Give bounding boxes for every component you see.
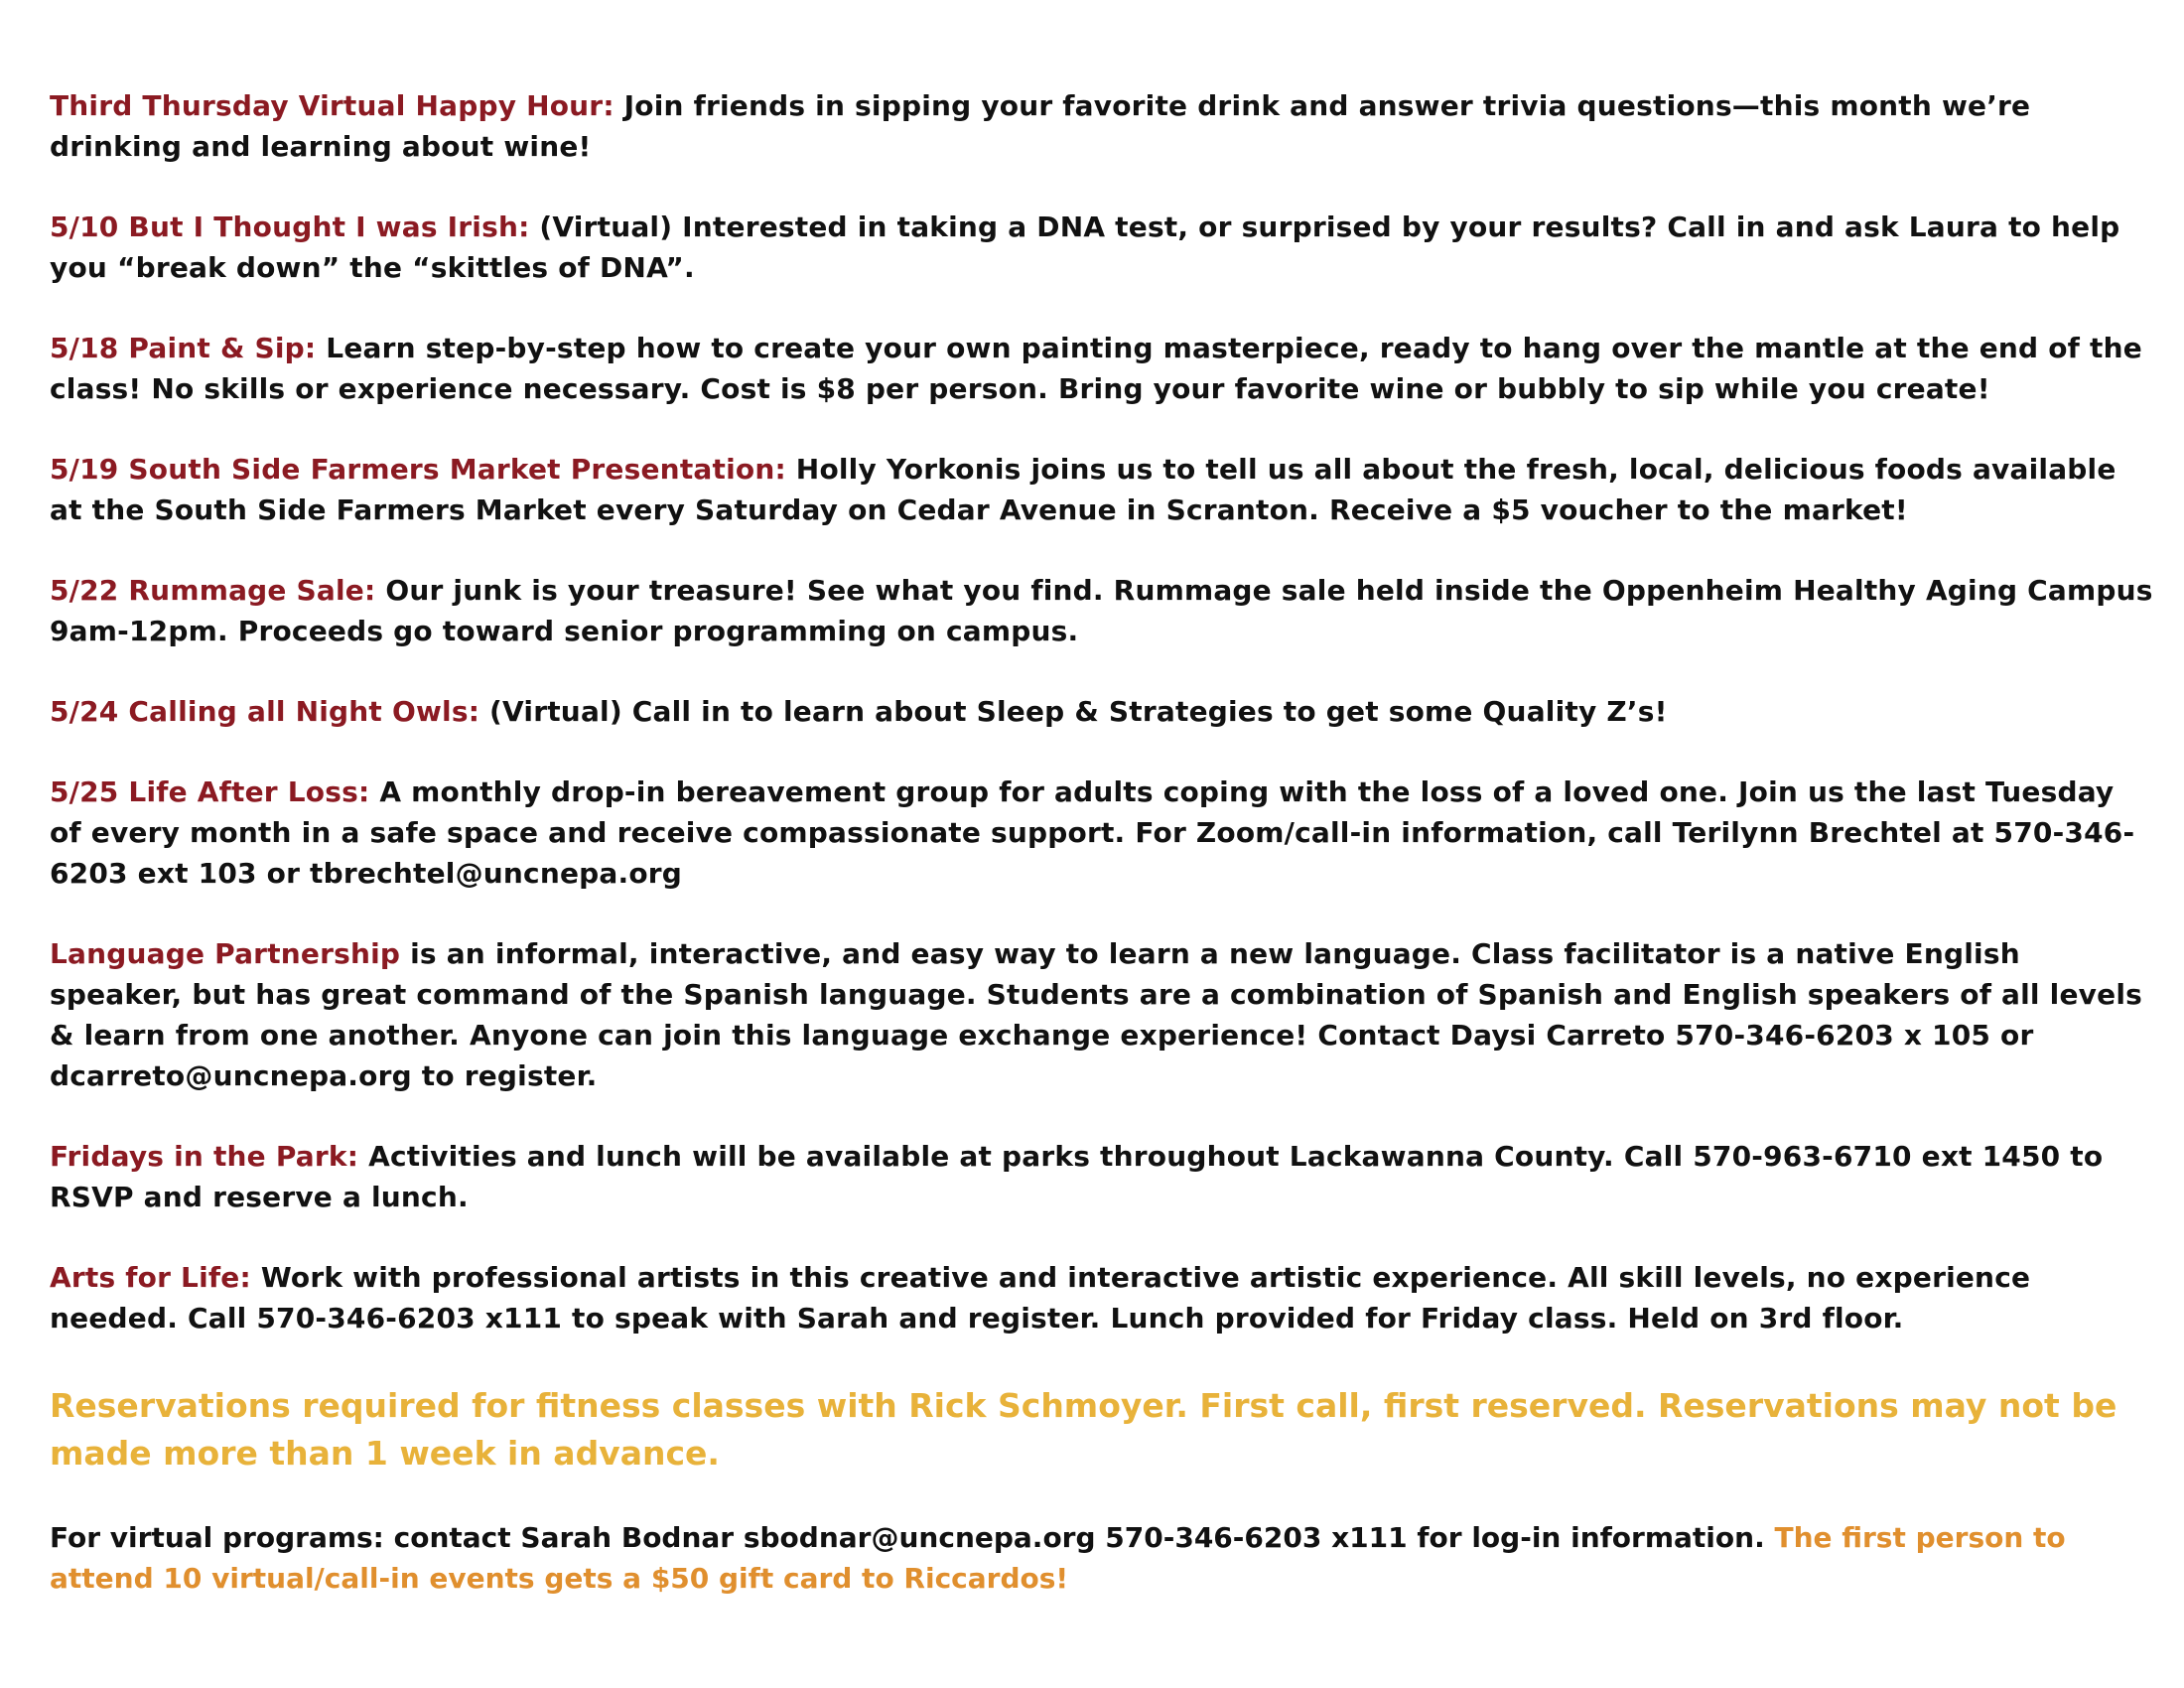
event-description: Holly Yorkonis joins us to tell us all about the fresh, local, delicious foods available at the South Side Farmers Market every Saturday on Cedar Avenue in Scranton. Receive a $5 voucher to the market! — [50, 453, 2116, 526]
event-rummage-sale — [50, 570, 2154, 651]
event-title: 5/25 Life After Loss: — [50, 775, 370, 808]
event-title: 5/19 South Side Farmers Market Presentation: — [50, 453, 786, 486]
event-night-owls — [50, 691, 2154, 732]
virtual-programs-footer — [50, 1517, 2154, 1599]
event-description: Activities and lunch will be available at parks throughout Lackawanna County. Call 570-963-6710 ext 1450 to RSVP and reserve a lunch. — [50, 1140, 2104, 1213]
event-life-after-loss — [50, 772, 2154, 894]
event-dna — [50, 207, 2154, 288]
event-title: 5/24 Calling all Night Owls: — [50, 695, 480, 728]
footer-promo-text: The first person to attend 10 virtual/call-in events gets a $50 gift card to Riccardos! — [50, 1521, 2066, 1595]
event-title: 5/22 Rummage Sale: — [50, 574, 376, 607]
event-description: (Virtual) Interested in taking a DNA test, or surprised by your results? Call in and ask Laura to help you “break down” the “skittles of DNA”. — [50, 211, 2120, 284]
event-description: A monthly drop-in bereavement group for adults coping with the loss of a loved one. Join us the last Tuesday of every month in a safe space and receive compassionate support. For Zoom/call-in information, call Terilynn Brechtel at 570-346-6203 ext 103 or tbrechtel@uncnepa.org — [50, 775, 2135, 890]
event-farmers-market — [50, 449, 2154, 530]
reservation-notice: Reservations required for fitness classes with Rick Schmoyer. First call, first reserved. Reservations may not be made more than 1 week in advance. — [50, 1386, 2117, 1473]
event-description: is an informal, interactive, and easy way to learn a new language. Class facilitator is a native English speaker, but has great command of the Spanish language. Students are a combination of Spanish and English speakers of all levels & learn from one another. Anyone can join this language exchange experience! Contact Daysi Carreto 570-346-6203 x 105 or dcarreto@uncnepa.org to register. — [50, 937, 2142, 1092]
event-title: 5/18 Paint & Sip: — [50, 332, 317, 364]
event-title: Third Thursday Virtual Happy Hour: — [50, 89, 614, 122]
event-paint-sip — [50, 328, 2154, 409]
event-description: Join friends in sipping your favorite drink and answer trivia questions—this month we’re drinking and learning about wine! — [50, 89, 2031, 163]
event-title: Fridays in the Park: — [50, 1140, 359, 1173]
event-title: 5/10 But I Thought I was Irish: — [50, 211, 530, 243]
event-description: Work with professional artists in this creative and interactive artistic experience. All skill levels, no experience needed. Call 570-346-6203 x111 to speak with Sarah and register. Lunch provided for Friday class. Held on 3rd floor. — [50, 1261, 2031, 1335]
event-description: Learn step-by-step how to create your own painting masterpiece, ready to hang over the mantle at the end of the class! No skills or experience necessary. Cost is $8 per person. Bring your favorite wine or bubbly to sip while you create! — [50, 332, 2142, 405]
event-language-partnership — [50, 933, 2154, 1096]
event-title: Arts for Life: — [50, 1261, 251, 1294]
document-page — [50, 85, 2154, 1626]
event-title: Language Partnership — [50, 937, 401, 970]
footer-contact-text: For virtual programs: contact Sarah Bodnar sbodnar@uncnepa.org 570-346-6203 x111 for log-in information. — [50, 1521, 1775, 1554]
event-arts-for-life — [50, 1257, 2154, 1338]
event-description: (Virtual) Call in to learn about Sleep & Strategies to get some Quality Z’s! — [479, 695, 1668, 728]
event-happy-hour — [50, 85, 2154, 167]
event-fridays-park — [50, 1136, 2154, 1217]
event-description: Our junk is your treasure! See what you find. Rummage sale held inside the Oppenheim Healthy Aging Campus 9am-12pm. Proceeds go toward senior programming on campus. — [50, 574, 2153, 647]
